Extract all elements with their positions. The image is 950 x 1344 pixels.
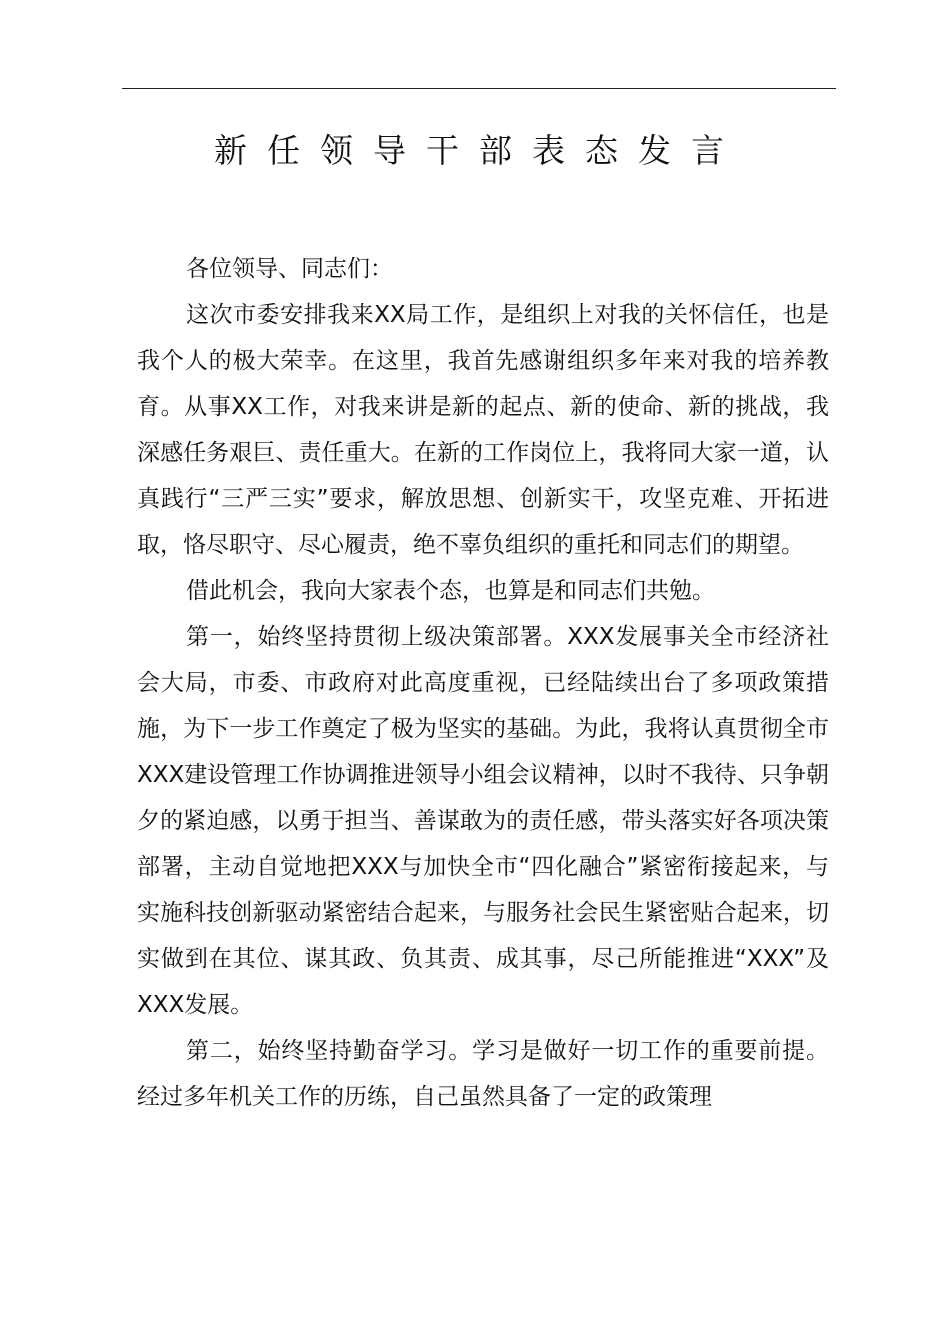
paragraph-point-two: 第二，始终坚持勤奋学习。学习是做好一切工作的重要前提。经过多年机关工作的历练，自己虽然具备了一定的政策理: [137, 1038, 829, 1110]
document-body: [137, 246, 829, 1120]
document-title: 新任领导干部表态发言: [214, 131, 744, 170]
paragraph-point-one: 第一，始终坚持贯彻上级决策部署。XXX发展事关全市经济社会大局，市委、市政府对此高度重视，已经陆续出台了多项政策措施，为下一步工作奠定了极为坚实的基础。为此，我将认真贯彻全市XXX建设管理工作协调推进领导小组会议精神，以时不我待、只争朝夕的紧迫感，以勇于担当、善谋敢为的责任感，带头落实好各项决策部署，主动自觉地把XXX与加快全市“四化融合”紧密衔接起来，与实施科技创新驱动紧密结合起来，与服务社会民生紧密贴合起来，切实做到在其位、谋其政、负其责、成其事，尽己所能推进“XXX”及XXX发展。: [137, 624, 829, 1018]
paragraph-opening: 这次市委安排我来XX局工作，是组织上对我的关怀信任，也是我个人的极大荣幸。在这里，我首先感谢组织多年来对我的培养教育。从事XX工作，对我来讲是新的起点、新的使命、新的挑战，我深感任务艰巨、责任重大。在新的工作岗位上，我将同大家一道，认真践行“三严三实”要求，解放思想、创新实干，攻坚克难、开拓进取，恪尽职守、尽心履责，绝不辜负组织的重托和同志们的期望。: [137, 302, 829, 558]
paragraph-intro: 借此机会，我向大家表个态，也算是和同志们共勉。: [186, 578, 715, 604]
salutation: 各位领导、同志们：: [186, 256, 393, 282]
header-rule: [122, 88, 836, 89]
